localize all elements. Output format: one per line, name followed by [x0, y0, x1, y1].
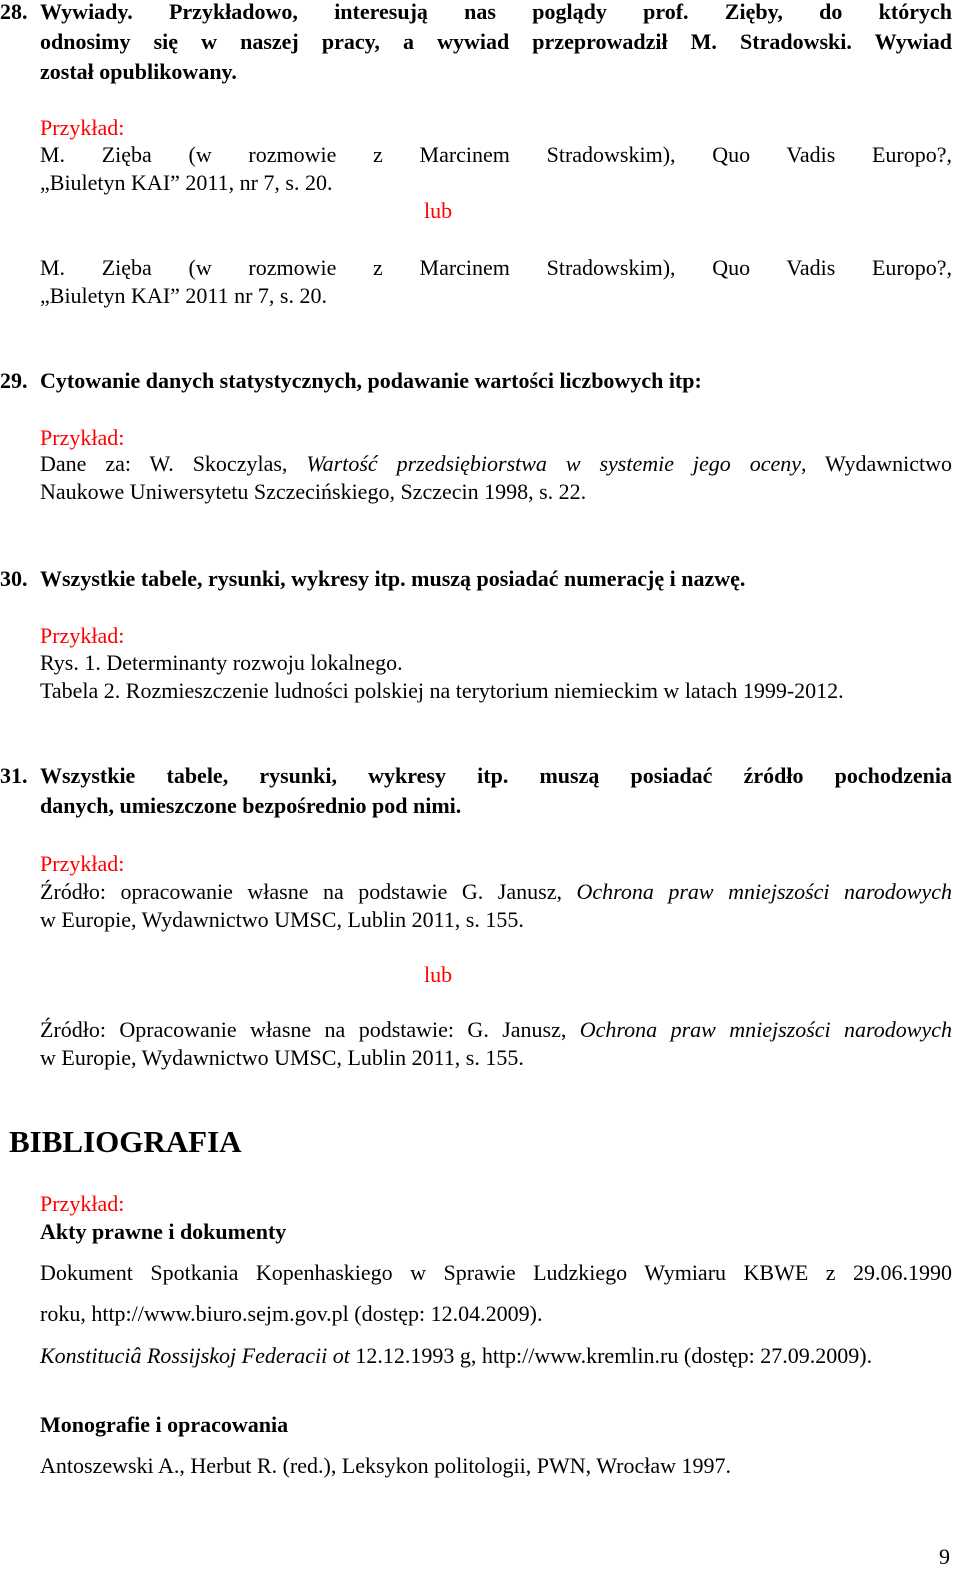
section-28-number: 28.: [0, 0, 28, 24]
example-label: Przykład:: [40, 851, 125, 876]
section-31-heading-line-2: danych, umieszczone bezpośrednio pod nimi.: [40, 793, 462, 818]
bibliography-entry-2-rest: 12.12.1993 g, http://www.kremlin.ru (dostęp: 27.09.2009).: [349, 1343, 873, 1368]
bibliography-entry-2: [40, 1341, 872, 1371]
section-28-heading-line-2: odnosimy się w naszej pracy, a wywiad przeprowadził M. Stradowski. Wywiad: [40, 29, 952, 54]
example-label: Przykład:: [40, 115, 125, 140]
table-caption-example: Tabela 2. Rozmieszczenie ludności polskiej na terytorium niemieckim w latach 1999-2012.: [40, 678, 844, 703]
example-label: Przykład:: [40, 623, 125, 648]
source-note-title: Ochrona praw mniejszości narodowych: [579, 1017, 952, 1042]
legal-acts-subheading: Akty prawne i dokumenty: [40, 1219, 287, 1244]
bibliography-entry-1-line-2: roku, http://www.biuro.sejm.gov.pl (dostęp: 12.04.2009).: [40, 1301, 543, 1326]
bibliography-entry-2-title: Konstituciâ Rossijskoj Federacii ot: [40, 1343, 350, 1368]
statistics-citation-title: Wartość przedsiębiorstwa w systemie jego oceny: [306, 451, 802, 476]
citation-example-2-line-2: „Biuletyn KAI” 2011 nr 7, s. 20.: [40, 283, 327, 308]
section-31-number: 31.: [0, 763, 28, 788]
source-note-example-2-line-1: [40, 1015, 952, 1045]
bibliography-entry-3: Antoszewski A., Herbut R. (red.), Leksykon politologii, PWN, Wrocław 1997.: [40, 1453, 732, 1478]
source-note-example-1-line-1: [40, 877, 952, 907]
figure-caption-example: Rys. 1. Determinanty rozwoju lokalnego.: [40, 650, 403, 675]
bibliography-heading: BIBLIOGRAFIA: [9, 1124, 242, 1159]
section-29-number: 29.: [0, 368, 28, 393]
bibliography-entry-1-line-1: Dokument Spotkania Kopenhaskiego w Sprawie Ludzkiego Wymiaru KBWE z 29.06.1990: [40, 1260, 952, 1285]
section-31-heading-line-1: Wszystkie tabele, rysunki, wykresy itp. muszą posiadać źródło pochodzenia: [40, 763, 952, 788]
source-note-example-2-line-2: w Europie, Wydawnictwo UMSC, Lublin 2011, s. 155.: [40, 1045, 524, 1070]
section-28-heading-line-3: został opublikowany.: [40, 59, 237, 84]
statistics-citation-prefix: Dane za: W. Skoczylas,: [40, 451, 288, 476]
section-29-heading: Cytowanie danych statystycznych, podawanie wartości liczbowych itp:: [40, 368, 702, 393]
example-label: Przykład:: [40, 1191, 125, 1216]
source-note-example-1-line-2: w Europie, Wydawnictwo UMSC, Lublin 2011, s. 155.: [40, 907, 524, 932]
section-30-heading: Wszystkie tabele, rysunki, wykresy itp. muszą posiadać numerację i nazwę.: [40, 566, 746, 591]
citation-example-1-line-2: „Biuletyn KAI” 2011, nr 7, s. 20.: [40, 170, 333, 195]
source-note-prefix: Źródło: opracowanie własne na podstawie G. Janusz,: [40, 879, 562, 904]
citation-example-1-line-1: M. Zięba (w rozmowie z Marcinem Stradowskim), Quo Vadis Europo?,: [40, 142, 952, 167]
citation-example-2-line-1: M. Zięba (w rozmowie z Marcinem Stradowskim), Quo Vadis Europo?,: [40, 255, 952, 280]
section-30-number: 30.: [0, 566, 28, 591]
statistics-citation-suffix: , Wydawnictwo: [801, 451, 953, 476]
alternative-separator: lub: [424, 962, 453, 987]
alternative-separator: lub: [424, 198, 453, 223]
page-number: 9: [939, 1544, 950, 1569]
example-label: Przykład:: [40, 425, 125, 450]
section-28-heading-line-1: Wywiady. Przykładowo, interesują nas poglądy prof. Zięby, do których: [40, 0, 952, 24]
statistics-citation-line-1: [40, 449, 952, 479]
monographs-subheading: Monografie i opracowania: [40, 1412, 289, 1437]
source-note-title: Ochrona praw mniejszości narodowych: [576, 879, 952, 904]
statistics-citation-line-2: Naukowe Uniwersytetu Szczecińskiego, Szczecin 1998, s. 22.: [40, 479, 587, 504]
source-note-prefix: Źródło: Opracowanie własne na podstawie: G. Janusz,: [40, 1017, 567, 1042]
